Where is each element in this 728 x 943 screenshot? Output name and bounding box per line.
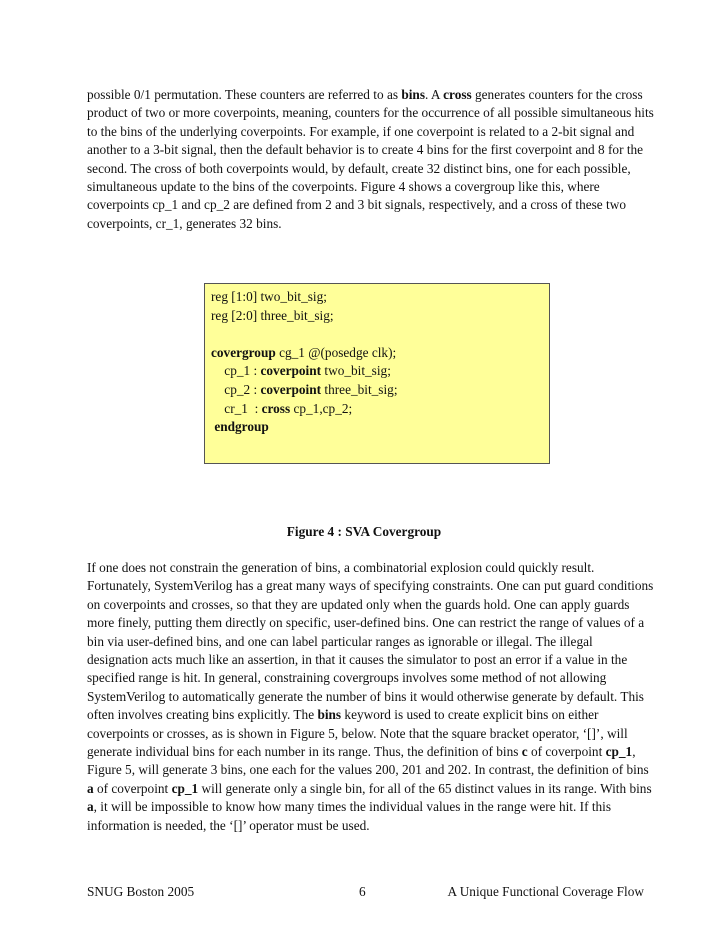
text-run: reg [1:0] two_bit_sig; — [211, 289, 327, 304]
bold-keyword: a — [87, 799, 94, 815]
text-run: will generate only a single bin, for all of the 65 distinct values in its range. With bins — [198, 780, 652, 796]
footer-page-number: 6 — [359, 884, 366, 899]
text-run: cr_1 : — [211, 400, 262, 416]
code-line — [211, 400, 543, 419]
text-run: possible 0/1 permutation. These counters are referred to as — [87, 87, 402, 102]
bold-keyword: cross — [261, 400, 291, 416]
footer-paper-title: A Unique Functional Coverage Flow — [447, 884, 644, 899]
bold-keyword: cp_1 — [171, 780, 199, 796]
text-run: cp_2 : — [211, 381, 261, 397]
code-line — [211, 307, 543, 326]
bold-keyword: cross — [443, 87, 472, 102]
page-footer — [87, 883, 644, 901]
bold-keyword: c — [521, 744, 528, 760]
bold-keyword: coverpoint — [260, 381, 322, 397]
figure-caption: Figure 4 : SVA Covergroup — [286, 524, 442, 539]
code-line — [211, 381, 543, 400]
bold-keyword: coverpoint — [260, 363, 322, 379]
text-run: of coverpoint — [527, 744, 606, 760]
bold-keyword: covergroup — [211, 344, 276, 360]
figure-4-code-box — [204, 283, 550, 464]
text-run: cg_1 @(posedge clk); — [275, 344, 397, 360]
text-run: cp_1 : — [211, 363, 261, 379]
text-run: three_bit_sig; — [321, 381, 398, 397]
text-run: cp_1,cp_2; — [290, 400, 353, 416]
text-run: If one does not constrain the generation of bins, a combinatorial explosion could quickly result. Fortunately, SystemVerilog has a great many ways of specifying constraints. One can put guard conditions on coverpoints and crosses, so that they are updated only when the guards hold. One can apply guards more finely, putting them directly on specific, user-defined bins. One can restrict the range of values of a bin via user-defined bins, and one can label particular ranges as ignorable or illegal. The illegal designation acts much like an assertion, in that it causes the simulator to post an error if a value in the specified range is hit. In general, constraining covergroups involves some method of not allowing SystemVerilog to automatically generate the number of bins it would otherwise generate by default. This often involves creating bins explicitly. The — [87, 560, 654, 723]
text-run: keyword is used to create explicit bins on either coverpoints or crosses, as is shown in Figure 5, below. Note that the square bracket operator, ‘[]’, will generate individual bins for each number in its range. Thus, the definition of bins — [87, 707, 628, 760]
code-line — [211, 288, 543, 307]
code-line — [211, 362, 543, 381]
body-paragraph-2 — [87, 559, 657, 835]
code-line — [211, 344, 543, 363]
code-line — [211, 325, 543, 344]
text-run: reg [2:0] three_bit_sig; — [211, 307, 334, 323]
bold-keyword: bins — [317, 707, 342, 723]
text-run: , it will be impossible to know how many times the individual values in the range were hit. If this information is needed, the ‘[]’ operator must be used. — [87, 799, 612, 833]
bold-keyword: a — [87, 780, 94, 796]
code-line — [211, 418, 543, 437]
footer-conference: SNUG Boston 2005 — [87, 884, 195, 899]
body-paragraph-1 — [87, 86, 657, 233]
text-run: two_bit_sig; — [321, 363, 391, 379]
text-run: . A — [425, 87, 444, 102]
bold-keyword: cp_1 — [605, 744, 633, 760]
bold-keyword: endgroup — [211, 419, 269, 435]
text-run: of coverpoint — [93, 780, 172, 796]
text-run: generates counters for the cross product of two or more coverpoints, meaning, counters for the occurrence of all possible simultaneous hits to the bins of the underlying coverpoints. For example, if one coverpoint is related to a 2-bit signal and another to a 3-bit signal, then the default behavior is to create 4 bins for the first coverpoint and 8 for the second. The cross of both coverpoints would, by default, create 32 distinct bins, one for each possible, simultaneous update to the bins of the coverpoints. Figure 4 shows a covergroup like this, where coverpoints cp_1 and cp_2 are defined from 2 and 3 bit signals, respectively, and a cross of these two coverpoints, cr_1, generates 32 bins. — [87, 87, 654, 231]
text-run: , Figure 5, will generate 3 bins, one each for the values 200, 201 and 202. In contrast, the definition of bins — [87, 744, 649, 778]
bold-keyword: bins — [401, 87, 426, 102]
